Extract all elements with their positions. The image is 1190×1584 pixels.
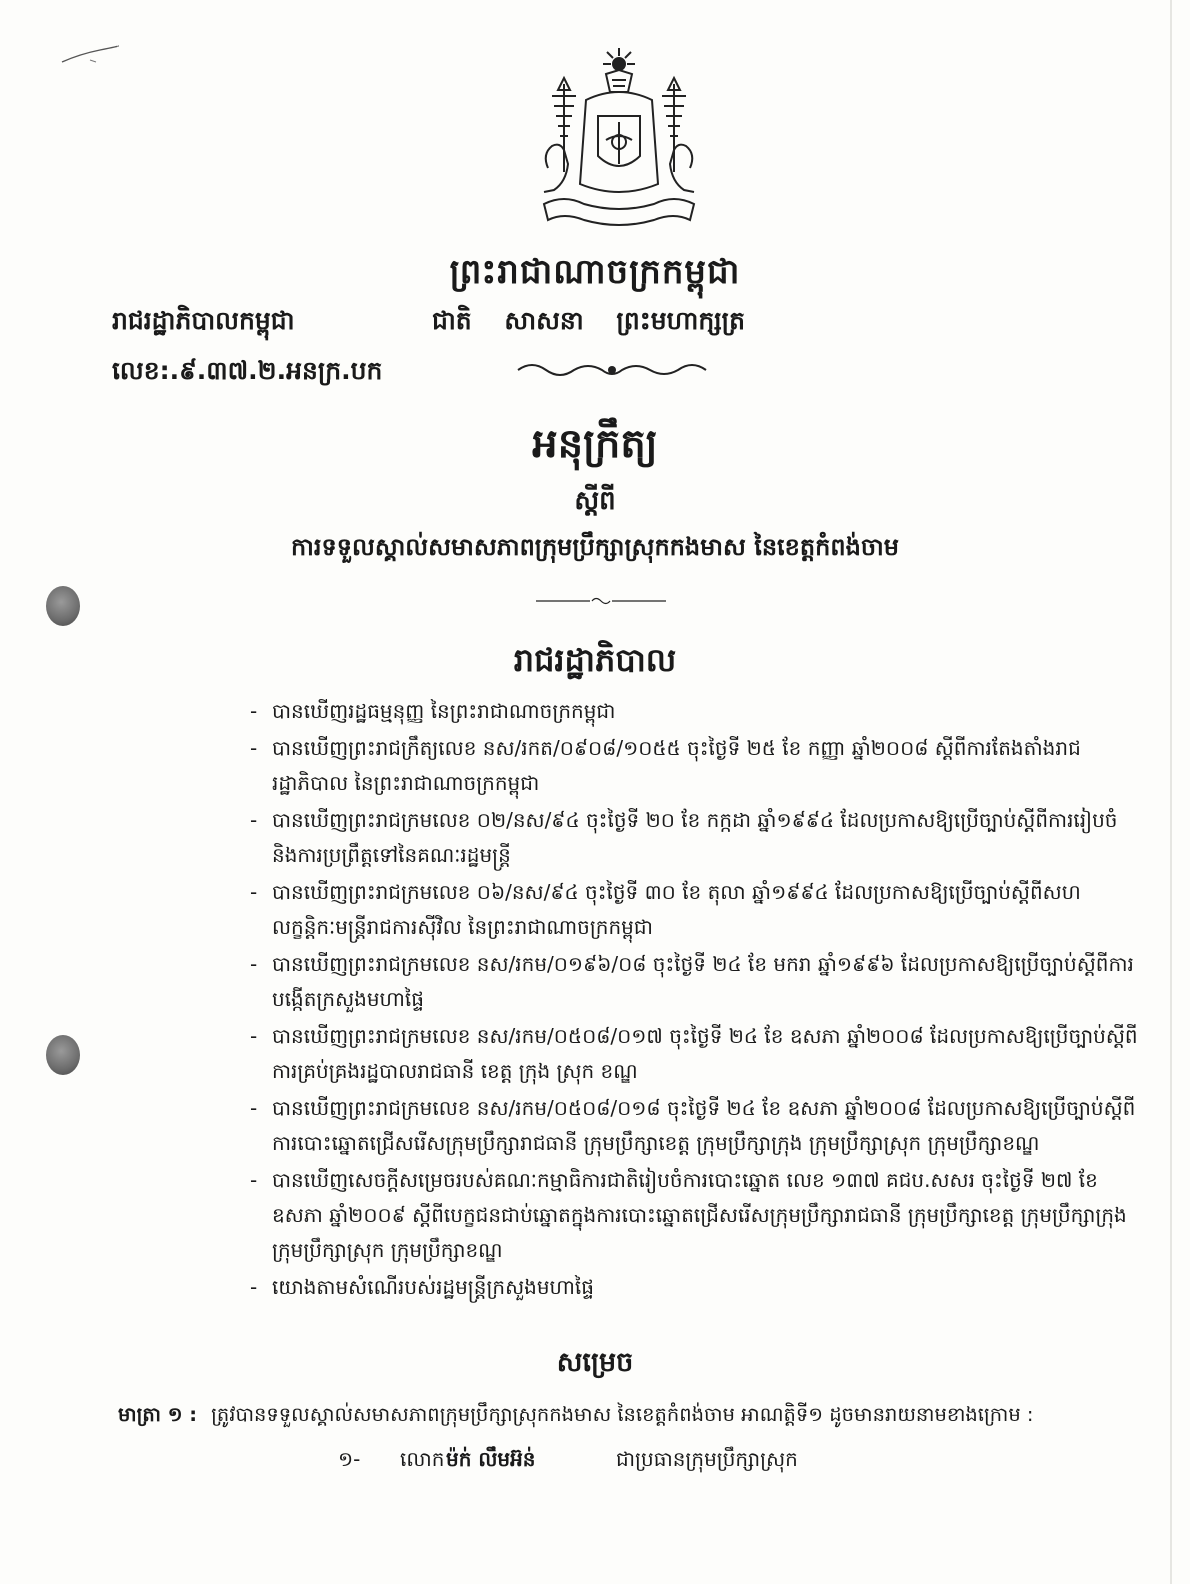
section-divider-icon bbox=[536, 596, 666, 606]
ornament-divider-icon bbox=[512, 358, 712, 382]
document-type: អនុក្រឹត្យ bbox=[532, 421, 658, 467]
issuing-authority: រាជរដ្ឋាភិបាលកម្ពុជា bbox=[112, 306, 295, 335]
member-title: លោក bbox=[400, 1447, 445, 1471]
royal-coat-of-arms-icon bbox=[524, 44, 714, 234]
member-name: ម៉ក់ លឹមអ៊ន់ bbox=[446, 1447, 536, 1471]
consideration-item: - បានឃើញព្រះរាជក្រមលេខ នស/រកម/០៥០៨/០១៧ ចុះថ្ងៃទី ២៤ ខែ ឧសភា ឆ្នាំ២០០៨ ដែលប្រកាសឱ្យប្រើច្បាប់ស្ដីពីការគ្រប់គ្រងរដ្ឋបាលរាជធានី ខេត្ត ក្រុង ស្រុក ខណ្ឌ bbox=[248, 1019, 1138, 1089]
punch-hole bbox=[46, 586, 80, 626]
consideration-item: - បានឃើញព្រះរាជក្រឹត្យលេខ នស/រកត/០៩០៨/១០៥៥ ចុះថ្ងៃទី ២៥ ខែ កញ្ញា ឆ្នាំ២០០៨ ស្ដីពីការតែងតាំងរាជរដ្ឋាភិបាល នៃព្រះរាជាណាចក្រកម្ពុជា bbox=[248, 731, 1138, 801]
article-label: មាត្រា ១ : bbox=[118, 1403, 198, 1426]
about-label: ស្ដីពី bbox=[574, 486, 616, 516]
document-number: លេខ:.៩.៣៧.២.អនក្រ.បក bbox=[112, 356, 383, 385]
consideration-item: - បានឃើញព្រះរាជក្រមលេខ នស/រកម/០៥០៨/០១៨ ចុះថ្ងៃទី ២៤ ខែ ឧសភា ឆ្នាំ២០០៨ ដែលប្រកាសឱ្យប្រើច្បាប់ស្ដីពីការបោះឆ្នោតជ្រើសរើសក្រុមប្រឹក្សារាជធានី ក្រុមប្រឹក្សាខេត្ត ក្រុមប្រឹក្សាក្រុង ក្រុមប្រឹក្សាស្រុក ក្រុមប្រឹក្សាខណ្ឌ bbox=[248, 1091, 1138, 1161]
consideration-item: - បានឃើញរដ្ឋធម្មនុញ្ញ នៃព្រះរាជាណាចក្រកម្ពុជា bbox=[248, 694, 1138, 729]
member-row bbox=[338, 1446, 798, 1476]
national-motto: ជាតិ សាសនា ព្រះមហាក្សត្រ bbox=[432, 306, 745, 335]
member-role: ជាប្រធានក្រុមប្រឹក្សាស្រុក bbox=[616, 1447, 798, 1471]
punch-hole bbox=[46, 1035, 80, 1075]
member-number: ១- bbox=[338, 1447, 361, 1471]
government-heading: រាជរដ្ឋាភិបាល bbox=[513, 641, 677, 679]
article-1 bbox=[118, 1402, 1138, 1431]
decision-heading: សម្រេច bbox=[556, 1347, 634, 1378]
consideration-item: - បានឃើញព្រះរាជក្រមលេខ ០២/នស/៩៤ ចុះថ្ងៃទី ២០ ខែ កក្កដា ឆ្នាំ១៩៩៤ ដែលប្រកាសឱ្យប្រើច្បាប់ស្ដីពីការរៀបចំ និងការប្រព្រឹត្តទៅនៃគណៈរដ្ឋមន្ត្រី bbox=[248, 803, 1138, 873]
document-subject: ការទទួលស្គាល់សមាសភាពក្រុមប្រឹក្សាស្រុកកងមាស នៃខេត្តកំពង់ចាម bbox=[291, 533, 899, 561]
considerations-list bbox=[248, 694, 1138, 1307]
consideration-item: - បានឃើញសេចក្ដីសម្រេចរបស់គណៈកម្មាធិការជាតិរៀបចំការបោះឆ្នោត លេខ ១៣៧ គជប.សសរ ចុះថ្ងៃទី ២៧ ខែ ឧសភា ឆ្នាំ២០០៩ ស្ដីពីបេក្ខជនជាប់ឆ្នោតក្នុងការបោះឆ្នោតជ្រើសរើសក្រុមប្រឹក្សារាជធានី ក្រុមប្រឹក្សាខេត្ត ក្រុមប្រឹក្សាក្រុង ក្រុមប្រឹក្សាស្រុក ក្រុមប្រឹក្សាខណ្ឌ bbox=[248, 1163, 1138, 1268]
kingdom-heading: ព្រះរាជាណាចក្រកម្ពុជា bbox=[449, 252, 741, 292]
consideration-item: - បានឃើញព្រះរាជក្រមលេខ នស/រកម/០១៩៦/០៨ ចុះថ្ងៃទី ២៤ ខែ មករា ឆ្នាំ១៩៩៦ ដែលប្រកាសឱ្យប្រើច្បាប់ស្ដីពីការបង្កើតក្រសួងមហាផ្ទៃ bbox=[248, 947, 1138, 1017]
consideration-item: - យោងតាមសំណើរបស់រដ្ឋមន្ត្រីក្រសួងមហាផ្ទៃ bbox=[248, 1270, 1138, 1305]
article-text: ត្រូវបានទទួលស្គាល់សមាសភាពក្រុមប្រឹក្សាស្រុកកងមាស នៃខេត្តកំពង់ចាម អាណត្តិទី១ ដូចមានរាយនាមខាងក្រោម : bbox=[211, 1403, 1034, 1426]
pen-mark bbox=[60, 40, 120, 70]
consideration-item: - បានឃើញព្រះរាជក្រមលេខ ០៦/នស/៩៤ ចុះថ្ងៃទី ៣០ ខែ តុលា ឆ្នាំ១៩៩៤ ដែលប្រកាសឱ្យប្រើច្បាប់ស្ដីពីសហលក្ខន្តិកៈមន្ត្រីរាជការស៊ីវិល នៃព្រះរាជាណាចក្រកម្ពុជា bbox=[248, 875, 1138, 945]
